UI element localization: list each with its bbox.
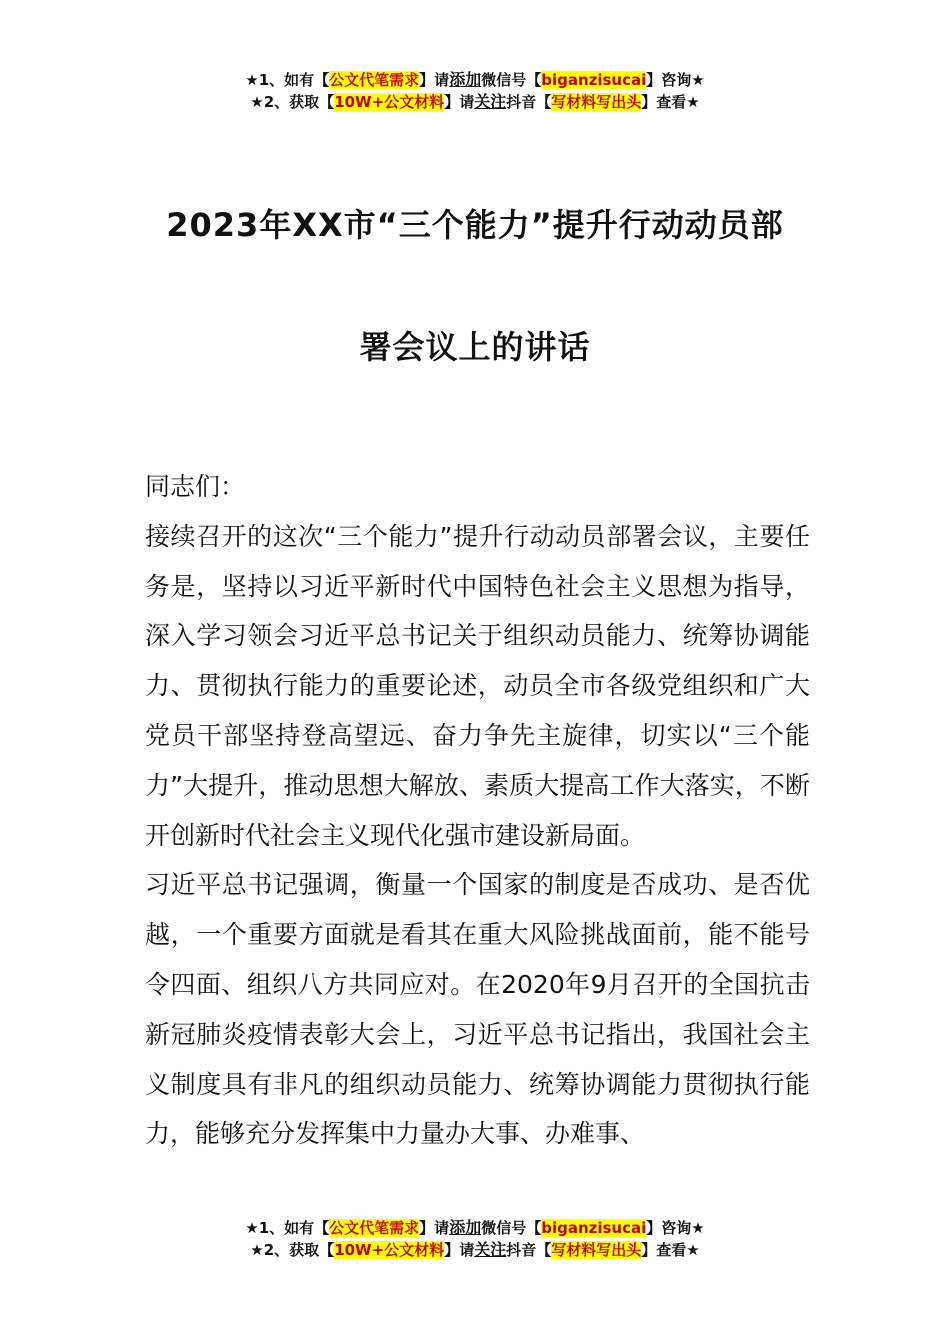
paragraph-1: 接续召开的这次“三个能力”提升行动动员部署会议，主要任务是，坚持以习近平新时代中国特色社会主义思想为指导，深入学习领会习近平总书记关于组织动员能力、统筹协调能力、贯彻执行能力的重要论述，动员全市各级党组织和广大党员干部坚持登高望远、奋力争先主旋律，切实以“三个能力”大提升，推动思想大解放、素质大提高工作大落实，不断开创新时代社会主义现代化强市建设新局面。: [145, 521, 810, 850]
document-body: [145, 462, 810, 1159]
banner-text: 】请: [419, 71, 450, 89]
banner-text: 】请: [444, 1241, 475, 1259]
banner-wechat-id: biganzisucai: [541, 71, 647, 89]
banner-emphasis: 添加: [449, 70, 482, 89]
banner-text: 微信号【: [481, 1219, 542, 1237]
banner-text: 】请: [444, 93, 475, 111]
paragraph-2: 习近平总书记强调，衡量一个国家的制度是否成功、是否优越，一个重要方面就是看其在重大风险挑战面前，能不能号令四面、组织八方共同应对。在2020年9月召开的全国抗击新冠肺炎疫情表彰大会上，习近平总书记指出，我国社会主义制度具有非凡的组织动员能力、统筹协调能力贯彻执行能力，能够充分发挥集中力量办大事、办难事、: [145, 870, 810, 1149]
banner-highlight: 10W+公文材料: [334, 1241, 445, 1259]
banner-text: 】查看★: [641, 93, 700, 111]
banner-text: 】咨询★: [646, 71, 705, 89]
banner-douyin-id: 写材料写出头: [551, 1241, 642, 1259]
banner-emphasis: 关注: [474, 1240, 507, 1259]
banner-text: 】请: [419, 1219, 450, 1237]
banner-emphasis: 关注: [474, 92, 507, 111]
banner-highlight: 公文代笔需求: [329, 1219, 420, 1237]
banner-line-2: [0, 91, 950, 113]
banner-text: 】咨询★: [646, 1219, 705, 1237]
banner-line-1: [0, 1217, 950, 1239]
banner-text: ★1、如有【: [245, 71, 330, 89]
document-title-line-2: 署会议上的讲话: [359, 328, 591, 366]
banner-text: ★1、如有【: [245, 1219, 330, 1237]
footer-banner: [0, 1217, 950, 1261]
banner-text: 】查看★: [641, 1241, 700, 1259]
banner-line-1: [0, 69, 950, 91]
banner-highlight: 10W+公文材料: [334, 93, 445, 111]
banner-text: ★2、获取【: [250, 1241, 335, 1259]
banner-text: 微信号【: [481, 71, 542, 89]
salutation: 同志们：: [145, 472, 246, 501]
header-banner: [0, 69, 950, 113]
banner-line-2: [0, 1239, 950, 1261]
banner-text: 抖音【: [506, 93, 552, 111]
document-title-line-1: 2023年XX市“三个能力”提升行动动员部: [166, 206, 784, 244]
banner-highlight: 公文代笔需求: [329, 71, 420, 89]
banner-douyin-id: 写材料写出头: [551, 93, 642, 111]
banner-text: 抖音【: [506, 1241, 552, 1259]
banner-emphasis: 添加: [449, 1218, 482, 1237]
banner-text: ★2、获取【: [250, 93, 335, 111]
banner-wechat-id: biganzisucai: [541, 1219, 647, 1237]
